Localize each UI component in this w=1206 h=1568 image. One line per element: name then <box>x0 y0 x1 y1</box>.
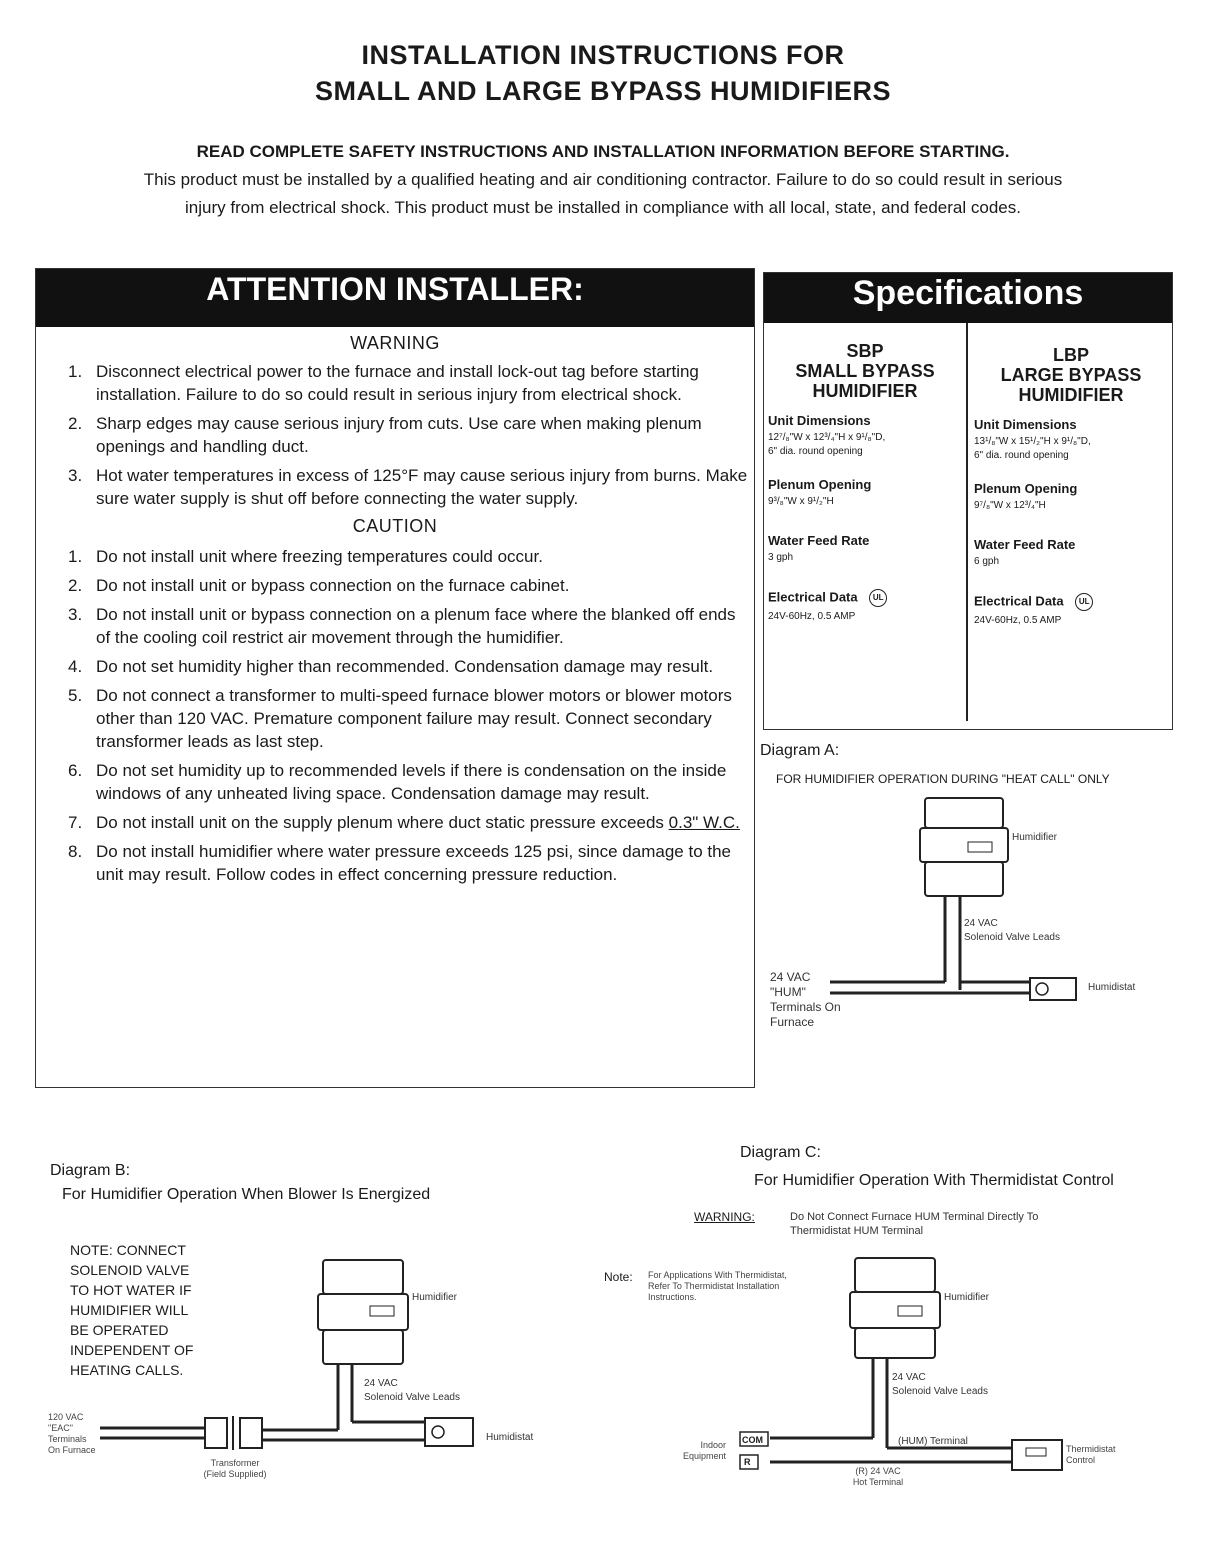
wires <box>830 896 1030 993</box>
list-item: 2. Do not install unit or bypass connection on the furnace cabinet. <box>68 576 570 595</box>
transformer-icon <box>205 1416 262 1450</box>
lbp-heading: LBP LARGE BYPASS HUMIDIFIER <box>1000 345 1142 405</box>
diagram-c-vac-label: 24 VAC <box>892 1372 926 1383</box>
attention-title: ATTENTION INSTALLER: <box>36 269 754 327</box>
list-item: 2. Sharp edges may cause serious injury from cuts. Use care when making plenum openings and handling duct. <box>68 414 702 456</box>
list-item: 8. Do not install humidifier where water pressure exceeds 125 psi, since damage to the unit may result. Follow codes in effect concerning pressure reduction. <box>68 842 732 884</box>
diagram-c-hum-terminal: (HUM) Terminal <box>898 1436 968 1447</box>
humidistat-icon <box>425 1418 473 1446</box>
diagram-a-leads-label: Solenoid Valve Leads <box>964 932 1060 943</box>
caution-heading: CAUTION <box>352 516 438 536</box>
diagram-c-com-label: COM <box>742 1435 763 1445</box>
list-item: 1. Do not install unit where freezing temperatures could occur. <box>68 547 543 566</box>
diagram-a-title: Diagram A: <box>760 742 840 759</box>
diagram-c-subtitle: For Humidifier Operation With Thermidistat Control <box>754 1172 1114 1189</box>
thermidistat-icon <box>1012 1440 1062 1470</box>
list-item: 5. Do not connect a transformer to multi-speed furnace blower motors or blower motors other than 120 VAC. Premature component failure may result. Connect secondary transformer leads as last step. <box>68 686 732 751</box>
diagram-c-leads-label: Solenoid Valve Leads <box>892 1386 988 1397</box>
diagram-b-vac-label: 24 VAC <box>364 1378 398 1389</box>
list-item: 7. Do not install unit on the supply plenum where duct static pressure exceeds 0.3" W.C. <box>68 813 740 832</box>
diagram-c-r-label: R <box>744 1457 751 1467</box>
specifications-title: Specifications <box>764 273 1172 323</box>
list-item: 3. Hot water temperatures in excess of 125°F may cause serious injury from burns. Make sure water supply is shut off before connecting the water supply. <box>68 466 748 508</box>
list-item: 1. Disconnect electrical power to the furnace and install lock-out tag before starting installation. Failure to do so could result in serious injury from electrical shock. <box>68 362 699 404</box>
ul-listed-icon: UL <box>869 589 887 607</box>
diagram-a-terminals: 24 VAC "HUM" Terminals On Furnace <box>770 970 841 1029</box>
diagram-b-leads-label: Solenoid Valve Leads <box>364 1392 460 1403</box>
diagram-b-transformer-label: Transformer (Field Supplied) <box>203 1458 267 1479</box>
title-line-2: SMALL AND LARGE BYPASS HUMIDIFIERS <box>314 76 892 106</box>
caution-list <box>36 545 754 886</box>
ul-listed-icon: UL <box>1075 593 1093 611</box>
humidistat-icon <box>1030 978 1076 1000</box>
diagram-c-indoor-equipment: Indoor Equipment <box>682 1440 726 1461</box>
diagram-c-thermidistat-label: Thermidistat Control <box>1066 1444 1116 1465</box>
diagram-a-humidistat-label: Humidistat <box>1088 982 1136 993</box>
diagram-a-vac-label: 24 VAC <box>964 918 998 929</box>
humidifier-unit <box>850 1258 940 1358</box>
humidifier-unit <box>920 798 1008 896</box>
spec-divider <box>966 323 968 721</box>
spec-column-sbp: SBP SMALL BYPASS HUMIDIFIER Unit Dimensions 12⁷/₈"W x 12³/₄"H x 9¹/₈"D, 6" dia. round opening Plenum Opening 9³/₈"W x 9¹/₂"H Water Feed Rate 3 gph Electrical Data UL 24V-60Hz, 0.5 AMP <box>768 341 962 624</box>
wires <box>770 1358 1012 1462</box>
diagram-a-humidifier-label: Humidifier <box>1012 832 1058 843</box>
specifications-box <box>763 272 1173 730</box>
diagram-a-subtitle: FOR HUMIDIFIER OPERATION DURING "HEAT CALL" ONLY <box>776 772 1110 786</box>
diagram-c-humidifier-label: Humidifier <box>944 1292 990 1303</box>
diagram-c-warning-text: Do Not Connect Furnace HUM Terminal Directly To Thermidistat HUM Terminal <box>790 1211 1039 1237</box>
list-item: 3. Do not install unit or bypass connection on a plenum face where the blanked off ends of the cooling coil restrict air movement through the humidifier. <box>68 605 736 647</box>
diagram-b-subtitle: For Humidifier Operation When Blower Is Energized <box>62 1186 431 1203</box>
diagram-b-humidistat-label: Humidistat <box>486 1432 534 1443</box>
diagram-c-title: Diagram C: <box>740 1144 821 1161</box>
intro-line-1: This product must be installed by a qualified heating and air conditioning contractor. Failure to do so could result in serious <box>143 170 1063 189</box>
diagram-c-note-label: Note: <box>604 1270 633 1284</box>
diagram-b-humidifier-label: Humidifier <box>412 1292 458 1303</box>
diagram-b-wiring <box>40 1250 560 1490</box>
spec-column-lbp: LBP LARGE BYPASS HUMIDIFIER Unit Dimensions 13¹/₈"W x 15¹/₂"H x 9¹/₈"D, 6" dia. round opening Plenum Opening 9⁷/₈"W x 12³/₄"H Water Feed Rate 6 gph Electrical Data UL 24V-60Hz, 0.5 AMP <box>974 345 1168 628</box>
diagram-b-note: NOTE: CONNECT SOLENOID VALVE TO HOT WATER IF HUMIDIFIER WILL BE OPERATED INDEPENDENT OF HEATING CALLS. <box>70 1242 194 1378</box>
intro-line-2: injury from electrical shock. This product must be installed in compliance with all local, state, and federal codes. <box>185 198 1021 217</box>
title-line-1: INSTALLATION INSTRUCTIONS FOR <box>361 40 845 70</box>
diagram-b-eac-terminals: 120 VAC "EAC" Terminals On Furnace <box>48 1412 96 1455</box>
diagram-c-note-text: For Applications With Thermidistat, Refer To Thermidistat Installation Instructions. <box>648 1270 787 1302</box>
humidifier-unit <box>318 1260 408 1364</box>
sbp-heading: SBP SMALL BYPASS HUMIDIFIER <box>795 341 935 401</box>
list-item: 4. Do not set humidity higher than recommended. Condensation damage may result. <box>68 657 714 676</box>
diagram-c-hot-terminal: (R) 24 VAC Hot Terminal <box>852 1466 904 1487</box>
list-item: 6. Do not set humidity up to recommended levels if there is condensation on the inside windows of any unheated living space. Condensation damage may result. <box>68 761 727 803</box>
warning-list <box>36 360 754 510</box>
diagram-c-warning-label: WARNING: <box>694 1210 755 1224</box>
attention-box <box>35 268 755 1088</box>
read-notice: READ COMPLETE SAFETY INSTRUCTIONS AND INSTALLATION INFORMATION BEFORE STARTING. <box>196 142 1010 161</box>
diagram-b-title: Diagram B: <box>50 1162 131 1179</box>
warning-heading: WARNING <box>350 333 440 353</box>
